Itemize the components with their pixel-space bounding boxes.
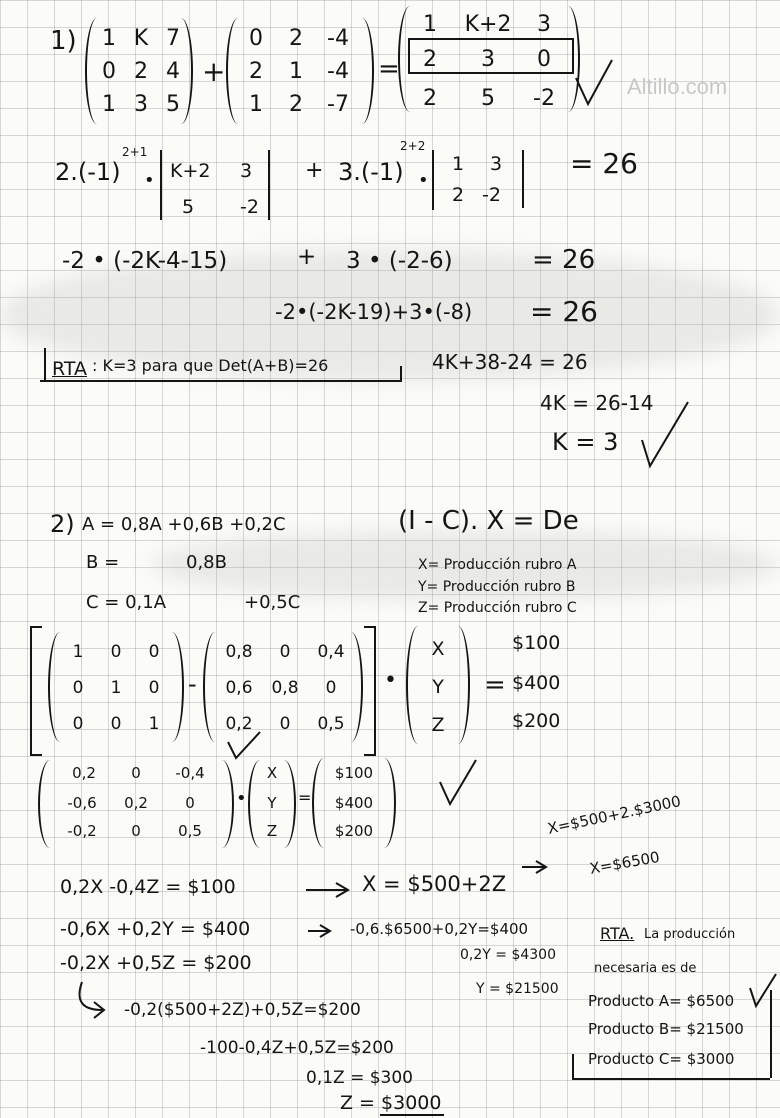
matrix-cell: 1 xyxy=(102,26,116,51)
matrix-cell: 0 xyxy=(148,642,160,662)
matrix-cell: $100 xyxy=(334,764,374,782)
step-line3-result: = 26 xyxy=(530,295,598,328)
problem-1-label: 1) xyxy=(50,26,77,56)
matrix-cell: 0 xyxy=(110,714,122,734)
check-mark-icon xyxy=(438,758,478,808)
equation-b-left: B = xyxy=(86,552,120,573)
equation-b-right: 0,8B xyxy=(186,552,227,573)
minor2-cell: 3 xyxy=(490,153,503,175)
matrix-cell: 7 xyxy=(166,26,180,51)
matrix-cell: Y xyxy=(432,676,444,698)
answer2-line: La producción xyxy=(644,927,736,942)
minor1-cell: -2 xyxy=(240,196,259,218)
matrix-cell: $400 xyxy=(334,794,374,812)
answer1-bracket-right xyxy=(400,366,402,382)
minor1-cell: 5 xyxy=(182,196,195,218)
det-bar-left xyxy=(160,150,162,220)
matrix-cell: 4 xyxy=(166,59,180,84)
side-work-line: K = 3 xyxy=(552,428,619,456)
matrix-cell: 3 xyxy=(134,92,148,117)
equals-sign: = xyxy=(378,54,400,84)
y-substitution: -0,6.$6500+0,2Y=$400 xyxy=(350,920,529,938)
equation-c-right: +0,5C xyxy=(244,592,301,613)
minor2-cell: 1 xyxy=(452,153,465,175)
i-minus-c-matrix xyxy=(38,760,234,848)
equals-sign: = xyxy=(298,788,312,807)
step-line2-plus: + xyxy=(297,244,317,270)
answer1-underline xyxy=(40,380,400,382)
matrix-a xyxy=(85,18,193,124)
bracket xyxy=(226,18,250,124)
minor2-cell: -2 xyxy=(482,184,501,206)
matrix-cell: Y xyxy=(267,794,277,812)
bracket xyxy=(48,632,72,742)
matrix-cell: Z xyxy=(431,714,445,736)
matrix-cell: 2 xyxy=(423,86,437,111)
answer2-item: Producto A= $6500 xyxy=(588,992,735,1010)
expansion-term2: 3.(-1) xyxy=(338,158,404,186)
matrix-cell: 5 xyxy=(481,86,495,111)
matrix-cell: 1 xyxy=(102,92,116,117)
step-line2-left: -2 • (-2K-4-15) xyxy=(62,248,228,274)
step-line3-left: -2•(-2K-19)+3•(-8) xyxy=(275,300,473,324)
y-value: Y = $21500 xyxy=(476,981,559,997)
matrix-cell: 0,8 xyxy=(271,678,299,698)
matrix-cell: -4 xyxy=(327,26,349,51)
matrix-cell: 0 xyxy=(537,47,551,72)
matrix-cell: 0 xyxy=(102,59,116,84)
expansion-dot2: • xyxy=(418,170,429,191)
bracket xyxy=(372,758,396,848)
watermark: Altillo.com xyxy=(627,74,728,99)
side-work-line: 4K = 26-14 xyxy=(540,391,654,415)
matrix-cell: 0 xyxy=(279,714,291,734)
bracket xyxy=(364,626,376,756)
leontief-equation: (I - C). X = De xyxy=(398,506,579,536)
demand-value: $200 xyxy=(512,710,561,732)
minor1-cell: K+2 xyxy=(170,160,211,182)
bracket xyxy=(312,758,336,848)
matrix-cell: 0 xyxy=(72,714,84,734)
matrix-cell: $200 xyxy=(334,822,374,840)
matrix-cell: 0 xyxy=(148,678,160,698)
matrix-cell: 1 xyxy=(72,642,84,662)
demand-value: $100 xyxy=(512,632,561,654)
matrix-cell: 0 xyxy=(185,794,195,812)
expansion-plus: + xyxy=(305,158,324,183)
matrix-cell: 3 xyxy=(537,12,551,37)
right-arrow-icon xyxy=(304,880,352,900)
answer2-item: Producto B= $21500 xyxy=(588,1020,744,1038)
right-arrow-icon xyxy=(306,922,334,940)
matrix-cell: 2 xyxy=(289,92,303,117)
answer1-label: RTA xyxy=(52,358,87,380)
multiply-dot: • xyxy=(236,788,247,809)
det-bar-right xyxy=(268,150,270,220)
identity-matrix xyxy=(48,632,184,742)
matrix-cell: 3 xyxy=(481,47,495,72)
answer2-item: Producto C= $3000 xyxy=(588,1050,735,1068)
answer2-underline xyxy=(572,1078,770,1080)
equation-a: A = 0,8A +0,6B +0,2C xyxy=(82,514,286,535)
minus-sign: - xyxy=(188,670,197,698)
matrix-cell: 0 xyxy=(131,822,141,840)
minor1-cell: 3 xyxy=(240,160,253,182)
demand-value: $400 xyxy=(512,672,561,694)
matrix-cell: 2 xyxy=(289,26,303,51)
definition-z: Z= Producción rubro C xyxy=(418,600,577,616)
expansion-exp1: 2+1 xyxy=(122,145,148,159)
matrix-cell: 1 xyxy=(249,92,263,117)
expansion-exp2: 2+2 xyxy=(400,139,426,153)
matrix-b xyxy=(226,18,374,124)
check-mark-icon xyxy=(748,972,778,1008)
expansion-term1: 2.(-1) xyxy=(55,158,121,186)
matrix-cell: 0,6 xyxy=(225,678,253,698)
det2-bar-right xyxy=(522,150,524,208)
system-equation: 0,2X -0,4Z = $100 xyxy=(60,876,236,898)
equals-sign: = xyxy=(484,670,506,700)
y-step: 0,2Y = $4300 xyxy=(460,947,556,963)
definition-y: Y= Producción rubro B xyxy=(418,579,576,595)
matrix-cell: 1 xyxy=(110,678,122,698)
z-step: -0,2($500+2Z)+0,5Z=$200 xyxy=(124,1000,361,1020)
matrix-cell: 0,8 xyxy=(225,642,253,662)
check-mark-icon xyxy=(574,58,614,108)
matrix-cell: X xyxy=(266,764,278,782)
step-line2-result: = 26 xyxy=(532,245,596,275)
z-step: -100-0,4Z+0,5Z=$200 xyxy=(200,1038,394,1058)
matrix-cell: 0 xyxy=(249,26,263,51)
matrix-cell: 0,5 xyxy=(178,822,202,840)
equation-c-left: C = 0,1A xyxy=(86,592,167,613)
matrix-cell: 0 xyxy=(72,678,84,698)
matrix-cell: Z xyxy=(266,822,278,840)
bracket xyxy=(160,632,184,742)
matrix-cell: 1 xyxy=(289,59,303,84)
x-substitution: X=$500+2.$3000 xyxy=(546,792,683,838)
bracket xyxy=(203,632,227,742)
matrix-cell: 1 xyxy=(148,714,160,734)
matrix-cell: 0 xyxy=(325,678,337,698)
problem-2-label: 2) xyxy=(50,510,75,538)
minor2-cell: 2 xyxy=(452,184,465,206)
bracket xyxy=(350,18,374,124)
answer1-bracket-left xyxy=(44,348,46,380)
row-highlight-box xyxy=(408,38,574,74)
bracket xyxy=(446,626,470,744)
matrix-cell: 2 xyxy=(249,59,263,84)
curved-arrow-icon xyxy=(72,980,116,1020)
det2-bar-left xyxy=(432,150,434,210)
matrix-cell: -0,4 xyxy=(175,764,205,782)
bracket xyxy=(38,760,62,848)
variable-vector xyxy=(406,626,470,744)
demand-vector xyxy=(312,758,396,848)
x-value: X=$6500 xyxy=(588,847,661,878)
matrix-cell: 0 xyxy=(110,642,122,662)
answer2-label: RTA. xyxy=(600,924,635,943)
matrix-cell: 0 xyxy=(279,642,291,662)
matrix-cell: -7 xyxy=(327,92,349,117)
side-work-line: 4K+38-24 = 26 xyxy=(432,350,588,374)
matrix-cell: 0,2 xyxy=(124,794,148,812)
matrix-cell: 5 xyxy=(166,92,180,117)
matrix-cell: 0,4 xyxy=(317,642,345,662)
check-mark-icon xyxy=(226,730,262,760)
bracket xyxy=(210,760,234,848)
matrix-cell: 0,2 xyxy=(72,764,96,782)
plus-sign: + xyxy=(202,55,226,88)
z-value: Z = $3000 xyxy=(340,1092,442,1114)
answer2-bracket-left xyxy=(572,1054,574,1078)
x-expression: X = $500+2Z xyxy=(362,872,507,896)
check-mark-icon xyxy=(640,400,690,470)
technical-coefficient-matrix xyxy=(203,632,363,742)
matrix-cell: 1 xyxy=(423,12,437,37)
matrix-cell: 0,2 xyxy=(225,714,253,734)
matrix-cell: K xyxy=(133,26,149,51)
z-value-underline xyxy=(380,1114,444,1116)
definition-x: X= Producción rubro A xyxy=(418,557,577,573)
matrix-cell: -0,2 xyxy=(67,822,97,840)
matrix-cell: 0,5 xyxy=(317,714,345,734)
expansion-dot1: • xyxy=(144,170,155,191)
matrix-cell: 2 xyxy=(134,59,148,84)
multiply-dot: • xyxy=(384,668,397,693)
matrix-cell: -2 xyxy=(533,86,555,111)
matrix-cell: 0 xyxy=(131,764,141,782)
matrix-cell: -0,6 xyxy=(67,794,97,812)
z-step: 0,1Z = $300 xyxy=(306,1068,413,1088)
variable-vector-2 xyxy=(248,760,296,848)
matrix-cell: K+2 xyxy=(464,12,512,37)
bracket xyxy=(30,626,42,756)
bracket xyxy=(406,626,430,744)
matrix-cell: 2 xyxy=(423,47,437,72)
system-equation: -0,6X +0,2Y = $400 xyxy=(60,918,251,940)
right-arrow-icon xyxy=(520,858,550,876)
answer2-line: necesaria es de xyxy=(594,961,697,976)
expansion-result: = 26 xyxy=(570,147,638,180)
matrix-cell: X xyxy=(431,638,445,660)
answer1-text: : K=3 para que Det(A+B)=26 xyxy=(92,356,329,375)
matrix-cell: -4 xyxy=(327,59,349,84)
system-equation: -0,2X +0,5Z = $200 xyxy=(60,952,252,974)
step-line2-middle: 3 • (-2-6) xyxy=(346,248,453,274)
